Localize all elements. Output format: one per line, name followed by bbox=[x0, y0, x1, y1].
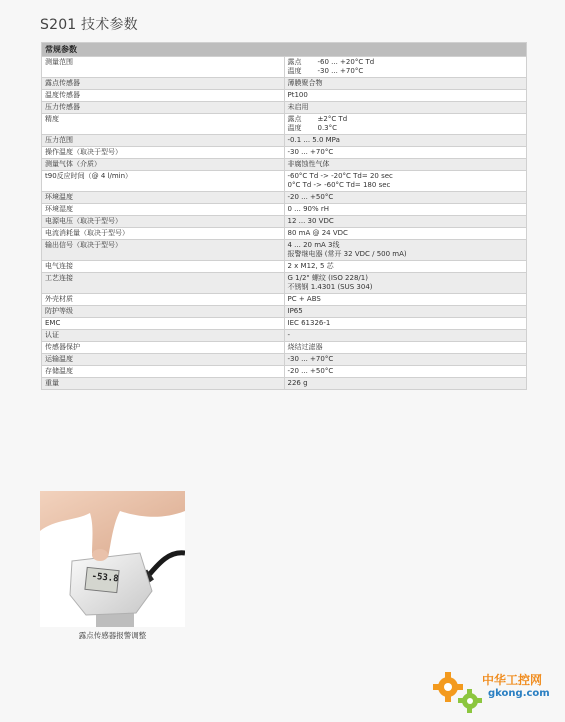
spec-value-line: - bbox=[287, 331, 291, 339]
spec-value-line: 226 g bbox=[287, 379, 308, 387]
spec-value-line: 薄膜聚合物 bbox=[287, 79, 323, 87]
spec-value-line: 报警继电器 (常开 32 VDC / 500 mA) bbox=[287, 250, 407, 258]
spec-value bbox=[284, 57, 527, 78]
table-row bbox=[42, 318, 527, 330]
table-row bbox=[42, 330, 527, 342]
spec-sub-key: 露点 bbox=[287, 115, 302, 123]
spec-value bbox=[284, 171, 527, 192]
table-row bbox=[42, 192, 527, 204]
table-row bbox=[42, 90, 527, 102]
spec-label: 压力范围 bbox=[42, 135, 285, 147]
spec-value bbox=[284, 135, 527, 147]
table-row bbox=[42, 147, 527, 159]
table-row bbox=[42, 171, 527, 192]
table-row bbox=[42, 159, 527, 171]
spec-value bbox=[284, 342, 527, 354]
spec-label: 输出信号（取决于型号） bbox=[42, 240, 285, 261]
table-row bbox=[42, 273, 527, 294]
spec-label: 环境湿度 bbox=[42, 204, 285, 216]
spec-label: 重量 bbox=[42, 378, 285, 390]
spec-value bbox=[284, 294, 527, 306]
table-row bbox=[42, 294, 527, 306]
spec-value bbox=[284, 159, 527, 171]
spec-value bbox=[284, 147, 527, 159]
spec-sub-value: -60 ... +20°C Td bbox=[317, 58, 375, 66]
watermark-name: 中华工控网 bbox=[482, 673, 543, 687]
table-row bbox=[42, 216, 527, 228]
spec-label: 露点传感器 bbox=[42, 78, 285, 90]
table-row bbox=[42, 261, 527, 273]
spec-label: t90反应时间（@ 4 l/min） bbox=[42, 171, 285, 192]
spec-sub-key: 露点 bbox=[287, 58, 302, 66]
table-row bbox=[42, 57, 527, 78]
spec-label: 电流消耗量（取决于型号） bbox=[42, 228, 285, 240]
product-photo bbox=[40, 491, 185, 627]
table-row bbox=[42, 240, 527, 261]
table-header: 常规参数 bbox=[42, 43, 527, 57]
spec-value bbox=[284, 318, 527, 330]
table-header-row bbox=[42, 43, 527, 57]
table-row bbox=[42, 78, 527, 90]
spec-value-line: -30 ... +70°C bbox=[287, 148, 334, 156]
spec-value bbox=[284, 273, 527, 294]
spec-value-line: IEC 61326-1 bbox=[287, 319, 331, 327]
spec-value bbox=[284, 114, 527, 135]
spec-value bbox=[284, 228, 527, 240]
spec-value-line: 0°C Td -> -60°C Td= 180 sec bbox=[287, 181, 391, 189]
spec-label: 测量范围 bbox=[42, 57, 285, 78]
spec-value-line: 烧结过滤器 bbox=[287, 343, 323, 351]
gear-logo-icon bbox=[430, 665, 486, 715]
spec-value bbox=[284, 378, 527, 390]
spec-label: 压力传感器 bbox=[42, 102, 285, 114]
spec-sub-key: 温度 bbox=[287, 67, 302, 75]
table-row bbox=[42, 114, 527, 135]
spec-value bbox=[284, 90, 527, 102]
spec-value-line: 0 ... 90% rH bbox=[287, 205, 330, 213]
spec-value bbox=[284, 366, 527, 378]
table-row bbox=[42, 306, 527, 318]
table-row bbox=[42, 204, 527, 216]
spec-sub-key: 温度 bbox=[287, 124, 302, 132]
table-row bbox=[42, 354, 527, 366]
spec-value-line: 非腐蚀性气体 bbox=[287, 160, 330, 168]
spec-label: 环境温度 bbox=[42, 192, 285, 204]
spec-label: 电气连接 bbox=[42, 261, 285, 273]
spec-value bbox=[284, 192, 527, 204]
spec-sub-value: -30 ... +70°C bbox=[317, 67, 364, 75]
spec-value bbox=[284, 204, 527, 216]
spec-label: 电源电压（取决于型号） bbox=[42, 216, 285, 228]
table-row bbox=[42, 342, 527, 354]
spec-value-line: -20 ... +50°C bbox=[287, 193, 334, 201]
spec-value-line: 2 x M12, 5 芯 bbox=[287, 262, 334, 270]
spec-value-line: -20 ... +50°C bbox=[287, 367, 334, 375]
spec-value bbox=[284, 78, 527, 90]
spec-label: 传感器保护 bbox=[42, 342, 285, 354]
table-row bbox=[42, 366, 527, 378]
spec-label: 工艺连接 bbox=[42, 273, 285, 294]
spec-value-line: 80 mA @ 24 VDC bbox=[287, 229, 348, 237]
spec-label: 操作温度（取决于型号） bbox=[42, 147, 285, 159]
spec-label: 运输温度 bbox=[42, 354, 285, 366]
spec-value bbox=[284, 216, 527, 228]
spec-value bbox=[284, 240, 527, 261]
table-row bbox=[42, 378, 527, 390]
spec-label: 存储温度 bbox=[42, 366, 285, 378]
spec-value bbox=[284, 330, 527, 342]
spec-value-line: IP65 bbox=[287, 307, 303, 315]
table-row bbox=[42, 135, 527, 147]
spec-value-line: 12 ... 30 VDC bbox=[287, 217, 334, 225]
spec-label: 外壳材质 bbox=[42, 294, 285, 306]
spec-label: EMC bbox=[42, 318, 285, 330]
spec-value bbox=[284, 354, 527, 366]
spec-value-line: G 1/2" 螺纹 (ISO 228/1) bbox=[287, 274, 368, 282]
spec-sub-value: ±2°C Td bbox=[317, 115, 348, 123]
spec-value-line: 4 ... 20 mA 3线 bbox=[287, 241, 340, 249]
spec-value bbox=[284, 102, 527, 114]
sensor-display-value: -53.8 bbox=[91, 571, 119, 585]
table-row bbox=[42, 228, 527, 240]
spec-value bbox=[284, 306, 527, 318]
spec-label: 精度 bbox=[42, 114, 285, 135]
spec-sub-value: 0.3°C bbox=[317, 124, 338, 132]
spec-value-line: Pt100 bbox=[287, 91, 308, 99]
photo-caption: 露点传感器报警调整 bbox=[78, 631, 147, 640]
spec-value-line: -0.1 ... 5.0 MPa bbox=[287, 136, 340, 144]
watermark-url: gkong.com bbox=[488, 688, 550, 699]
spec-value-line: -60°C Td -> -20°C Td= 20 sec bbox=[287, 172, 393, 180]
table-row bbox=[42, 102, 527, 114]
page-title: S201 技术参数 bbox=[40, 17, 138, 33]
spec-value-line: 不锈钢 1.4301 (SUS 304) bbox=[287, 283, 373, 291]
spec-value-line: 未启用 bbox=[287, 103, 309, 111]
spec-value-line: PC + ABS bbox=[287, 295, 321, 303]
watermark bbox=[430, 665, 558, 715]
spec-label: 测量气体（介质） bbox=[42, 159, 285, 171]
spec-table bbox=[41, 42, 527, 390]
sensor-photo-illustration bbox=[40, 491, 185, 627]
spec-label: 温度传感器 bbox=[42, 90, 285, 102]
spec-label: 防护等级 bbox=[42, 306, 285, 318]
spec-value-line: -30 ... +70°C bbox=[287, 355, 334, 363]
spec-value bbox=[284, 261, 527, 273]
spec-label: 认证 bbox=[42, 330, 285, 342]
